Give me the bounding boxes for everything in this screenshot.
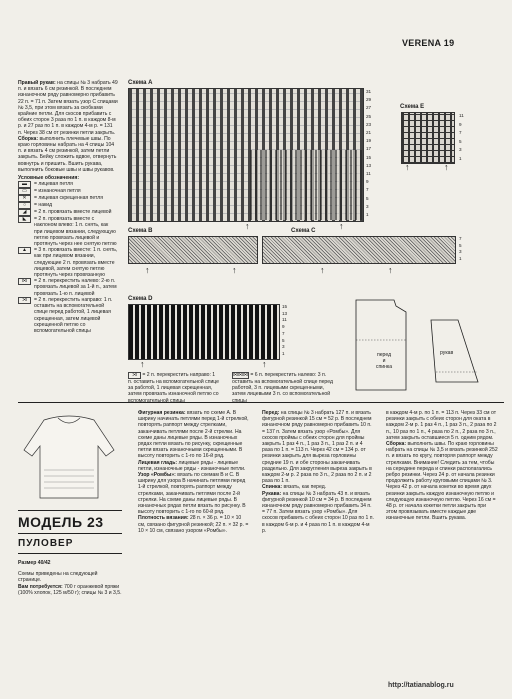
col2-text-3: вязать по схемам B и C. В ширину для узора B начинать петлями перед 1-й стрелкой, повторять раппорт между стрелками, заканчивать петлями после 2-й стрелки. На схеме даны лицевые ряды. В изнаночных рядах петли вязать по рисунку. В высоту повторить с 1-го по 60-й ряд. (138, 472, 246, 516)
legend-item (18, 195, 118, 202)
row-number: 1 (366, 212, 369, 218)
left-column (18, 80, 118, 334)
scheme-e-label: Схема E (400, 104, 425, 110)
col2-text-4: 28 п. × 36 р. = 10 × 10 см, связано фигурной резинкой; 22 п. × 32 р. = 10 × 10 см, связано узором «Ромбы». (138, 515, 249, 534)
mid-legend-1-text: = 2 п. перекрестить направо: 1 п. оставить на вспомогательной спице за работой, 1 лицевая скрещенная, затем провязать изнаночной петлю со вспомогательной спицы (128, 372, 219, 404)
row-number: 25 (366, 113, 372, 119)
row-number: 7 (282, 330, 285, 336)
cross-right-symbol: ⋊ (128, 372, 141, 379)
scheme-b-arrow-2: ↑ (232, 265, 237, 275)
pattern-front-label: перед (376, 352, 392, 358)
col4-text-2: выполнить швы. По краю горловины набрать на спицы № 3,5 и вязать резинкой 252 п. и вязать по кругу, повторяя раппорт между стрелками. Внимание! Следить за тем, чтобы на середине переда и спинки располагались ребро резинки. Через 24 р. от начала резинки продолжить работу круговыми спицами № 3. Через 42 р. от начала кокетки во время двух резинки закрыть каждую изнаночную петлю и следующую изнаночную петлю. Через 16 см = 48 р. от начала кокетки петли закрыть при этом провязывать вместе каждые две изнаночные петли. Вшить рукава. (386, 441, 498, 522)
row-number: 7 (459, 236, 462, 241)
row-number: 5 (459, 138, 462, 144)
footer-site[interactable]: http://tatianablog.ru (388, 682, 454, 689)
materials-text: 700 г оранжевой пряжи (100% хлопок, 125 м/50 г); спицы № 3 и 3,5. (18, 583, 122, 596)
scheme-e-grid (401, 112, 455, 164)
col3-text-3: на спицы № 3 набрать 43 п. и вязать фигурной резинкой 10 см = 34 р. В последнем изнаночном ряду равномерно прибавить 34 п. = 77 п. Затем вязать узор «Ромбы». Для скосов прибавить с обеих сторон 10 раз по 1 п. в каждом 6-м р. и 4 раза по 1 п. в каждом 4-м р. (262, 490, 374, 534)
instructions-col-4 (386, 410, 498, 522)
pattern-and-label: и (382, 358, 386, 365)
legend-text: = 2 п. провязать вместе лицевой (34, 209, 112, 216)
section-divider (18, 402, 504, 403)
row-number: 9 (282, 324, 285, 330)
scheme-b-label: Схема B (128, 228, 153, 234)
row-number: 3 (366, 203, 369, 209)
materials-title: Вам потребуется: (18, 583, 63, 590)
scheme-e-row-numbers (459, 112, 464, 163)
col3-title-3: Рукава: (262, 490, 282, 497)
row-number: 13 (366, 162, 372, 168)
row-number: 3 (282, 344, 285, 350)
col4-text-1: в каждом 4-м р. по 1 п. = 113 п. Через 33 см от резинки закрыть с обеих сторон для оката в каждом 2-м р. 1 раз 4 п., 1 раз 3 п., 2 раза по 2 п., 10 раз по 1 п., 4 раза по 2 п., 2 раза по 3 п., затем закрыть оставшиеся 5 п. одним рядом. (386, 410, 497, 441)
col2-title-3: Узор «Ромбы»: (138, 472, 176, 479)
scheme-c-label: Схема C (291, 228, 316, 234)
scheme-a-arrow-2: ↑ (339, 221, 344, 231)
legend-symbol-icon: ▭ (18, 188, 31, 195)
legend-item (18, 188, 118, 195)
row-number: 3 (459, 147, 462, 152)
legend-symbol-icon: ⋊ (18, 297, 31, 304)
legend-list (18, 181, 118, 334)
model-rule-top (18, 510, 122, 511)
legend-symbol-icon: ◢ (18, 209, 31, 216)
legend-item (18, 297, 118, 334)
legend-item (18, 278, 118, 297)
scheme-a-row-numbers (366, 88, 378, 219)
scheme-a-block (250, 150, 362, 220)
legend-item (18, 181, 118, 188)
legend-item (18, 209, 118, 216)
model-title: МОДЕЛЬ 23 (18, 514, 104, 530)
col3-text-1: на спицы № 3 набрать 127 п. и вязать фигурной резинкой 15 см = 52 р. В последнем изнаночном ряду равномерно прибавить 10 п. = 137 п. Затем вязать узор «Ромбы». Для скосов проймы с обеих сторон для проймы закрыть 1 раз 4 п., 1 раз 3 п., 1 раз 2 п. и 4 раза по 1 п. = 113 п. Через 42 см = 134 р. от резинки закрыть для выреза горловины средние 19 п. и обе стороны заканчивать раздельно. Для закругления выреза закрыть в каждом 2-м р. 2 раза по 3 п., 2 раза по 2 п. и 2 раза по 1 п. (262, 410, 372, 485)
scheme-e-arrow-1: ↑ (405, 162, 410, 172)
scheme-b-grid (128, 236, 258, 264)
col2-text-2: лицевые ряды - лицевые петли, изнаночные ряды - изнаночные петли. (138, 459, 246, 472)
row-number: 29 (366, 97, 372, 103)
instructions-col-3 (262, 410, 374, 534)
row-number: 15 (282, 304, 288, 309)
scheme-a-arrow-1: ↑ (245, 221, 250, 231)
bottom-left-text (18, 560, 122, 596)
row-number: 15 (366, 154, 372, 160)
assembly-title: Сборка: (18, 135, 39, 142)
col2-title-4: Плотность вязания: (138, 515, 189, 522)
col3-title-1: Перед: (262, 410, 280, 416)
scheme-b-arrow-1: ↑ (145, 265, 150, 275)
legend-symbol-icon: ◣ (18, 216, 31, 223)
sweater-illustration (14, 410, 124, 502)
sleeve-title: Правый рукав: (18, 80, 56, 86)
legend-item (18, 247, 118, 278)
cross-six-symbol: ⋈⋈⋈ (233, 372, 248, 378)
row-number: 11 (366, 171, 371, 177)
row-number: 19 (366, 138, 372, 144)
row-number: 9 (459, 121, 462, 127)
row-number: 7 (459, 130, 462, 135)
legend-title: Условные обозначения: (18, 175, 80, 182)
scheme-c-arrow-2: ↑ (388, 265, 393, 275)
col4-title-2: Сборка: (386, 441, 407, 448)
legend-text: = 2 п. провязать вместе с наклоном влево: 1 п. снять, как при лицевом вязании, следующую петлю провязать лицевой и протянуть через нее снятую петлю (34, 216, 117, 248)
legend-text: = 3 п. провязать вместе: 1 п. снять, как при лицевом вязании, следующие 2 п. провязать вместе лицевой, затем снятую петлю протянуть через провязанную (34, 247, 118, 279)
col2-text-1: вязать по схеме A. В ширину начинать петлями перед 1-й стрелкой, повторять раппорт между стрелками, заканчивать петлями после 2-й стрелки. На схеме даны лицевые ряды. В изнаночных рядах петли вязать по рисунку, скрещенные петли вязать изнаночными скрещенными. В высоту повторить с 1-го по 16-й ряд. (138, 410, 249, 460)
legend-symbol-icon: ✕ (18, 195, 31, 202)
legend-symbol-icon: ⋈ (18, 278, 31, 285)
row-number: 11 (459, 113, 464, 118)
scheme-a-label: Схема A (128, 80, 153, 86)
scheme-d-grid (128, 304, 280, 360)
mid-legend-2 (232, 372, 336, 404)
row-number: 13 (282, 310, 288, 316)
row-number: 21 (366, 130, 372, 136)
row-number: 17 (366, 146, 372, 152)
scheme-c-arrow-1: ↑ (320, 265, 325, 275)
row-number: 7 (366, 187, 369, 193)
row-number: 5 (459, 242, 462, 248)
magazine-title: VERENA (402, 38, 441, 48)
row-number: 1 (459, 255, 462, 261)
assembly-text: выполнить плечевые швы. По краю горловины набрать на 4 спицы 104 п. и вязать 4 см резинкой, затем петли закрыть. Бейку сложить вдвое, отвернуть вовнутрь и пришить. Вшить рукава, выполнить боковые швы и швы рукавов. (18, 135, 117, 173)
scheme-e-arrow-2: ↑ (444, 162, 449, 172)
scheme-c-grid (262, 236, 456, 264)
row-number: 31 (366, 89, 372, 94)
legend-item (18, 216, 118, 247)
row-number: 1 (459, 155, 462, 161)
model-subtitle: ПУЛОВЕР (18, 538, 74, 549)
instructions-col-2 (138, 410, 250, 534)
legend-text: = изнаночная петля (34, 188, 81, 195)
col2-title-1: Фигурная резинка: (138, 410, 186, 416)
legend-text: = 2 п. перекрестить направо: 1 п. оставить на вспомогательной спице перед работой, 1 лицевая скрещенная, затем лицевой скрещенной петлю со вспомогательной спицы (34, 296, 113, 334)
scheme-d-arrow-2: ↑ (262, 359, 267, 369)
scheme-c-row-numbers (459, 236, 462, 262)
legend-symbol-icon: ○ (18, 202, 31, 209)
model-rule-mid (18, 533, 122, 534)
row-number: 3 (459, 249, 462, 254)
legend-symbol-icon: ▬ (18, 181, 31, 188)
legend-symbol-icon: ▲ (18, 247, 31, 254)
legend-text: = лицевая скрещенная петля (34, 195, 103, 202)
row-number: 11 (282, 317, 287, 323)
scheme-d-label: Схема D (128, 296, 153, 302)
sleeve-piece-outline (431, 320, 478, 382)
body-piece-outline (356, 300, 406, 390)
size-label: Размер 40/42 (18, 560, 51, 566)
page-number: 19 (443, 38, 455, 48)
legend-text: = накид (34, 202, 53, 209)
mid-legend-2-text: = 6 п. перекрестить налево: 3 п. оставить на вспомогательной спице перед работой, 3 п. лицевыми скрещенными, затем лицевыми 3 п. со вспомогательной спицы (232, 372, 333, 404)
col3-title-2: Спинка: (262, 484, 283, 491)
scheme-d-row-numbers (282, 304, 287, 358)
row-number: 1 (282, 350, 285, 356)
intro-text: Схемы приведены на следующей странице. (18, 571, 98, 584)
mid-legend-1 (128, 372, 220, 404)
model-rule-bottom (18, 553, 122, 554)
row-number: 5 (366, 195, 369, 201)
pattern-back-label: спинка (375, 364, 393, 371)
pattern-diagram (346, 292, 496, 392)
legend-text: = лицевая петля (34, 181, 73, 188)
col3-text-2: вязать, как перед. (283, 484, 327, 491)
row-number: 9 (366, 179, 369, 185)
row-number: 5 (282, 337, 285, 343)
row-number: 23 (366, 121, 372, 127)
col2-title-2: Лицевая гладь: (138, 459, 178, 466)
sleeve-text: на спицы № 3 набрать 49 п. и вязать 6 см резинкой. В последнем изнаночном ряду равномерно прибавить 22 п. = 71 п. Затем вязать узор C спицами № 3,5, при этом вязать за скобками крайние петли. Для скосов прибавить с обеих сторон 3 раза по 1 п. в каждом 8-м р. и 27 раз по 1 п. в каждом 4-м р. = 131 п. Через 38 см от резинки петли закрыть. (18, 80, 118, 136)
scheme-d-arrow-1: ↑ (140, 359, 145, 369)
row-number: 27 (366, 105, 372, 111)
legend-text: = 2 п. перекрестить налево: 2-ю п. провязать лицевой за 1-й п., затем провязать 1-ю п. лицевой (34, 278, 117, 297)
pattern-sleeve-label: рукав (440, 350, 454, 356)
